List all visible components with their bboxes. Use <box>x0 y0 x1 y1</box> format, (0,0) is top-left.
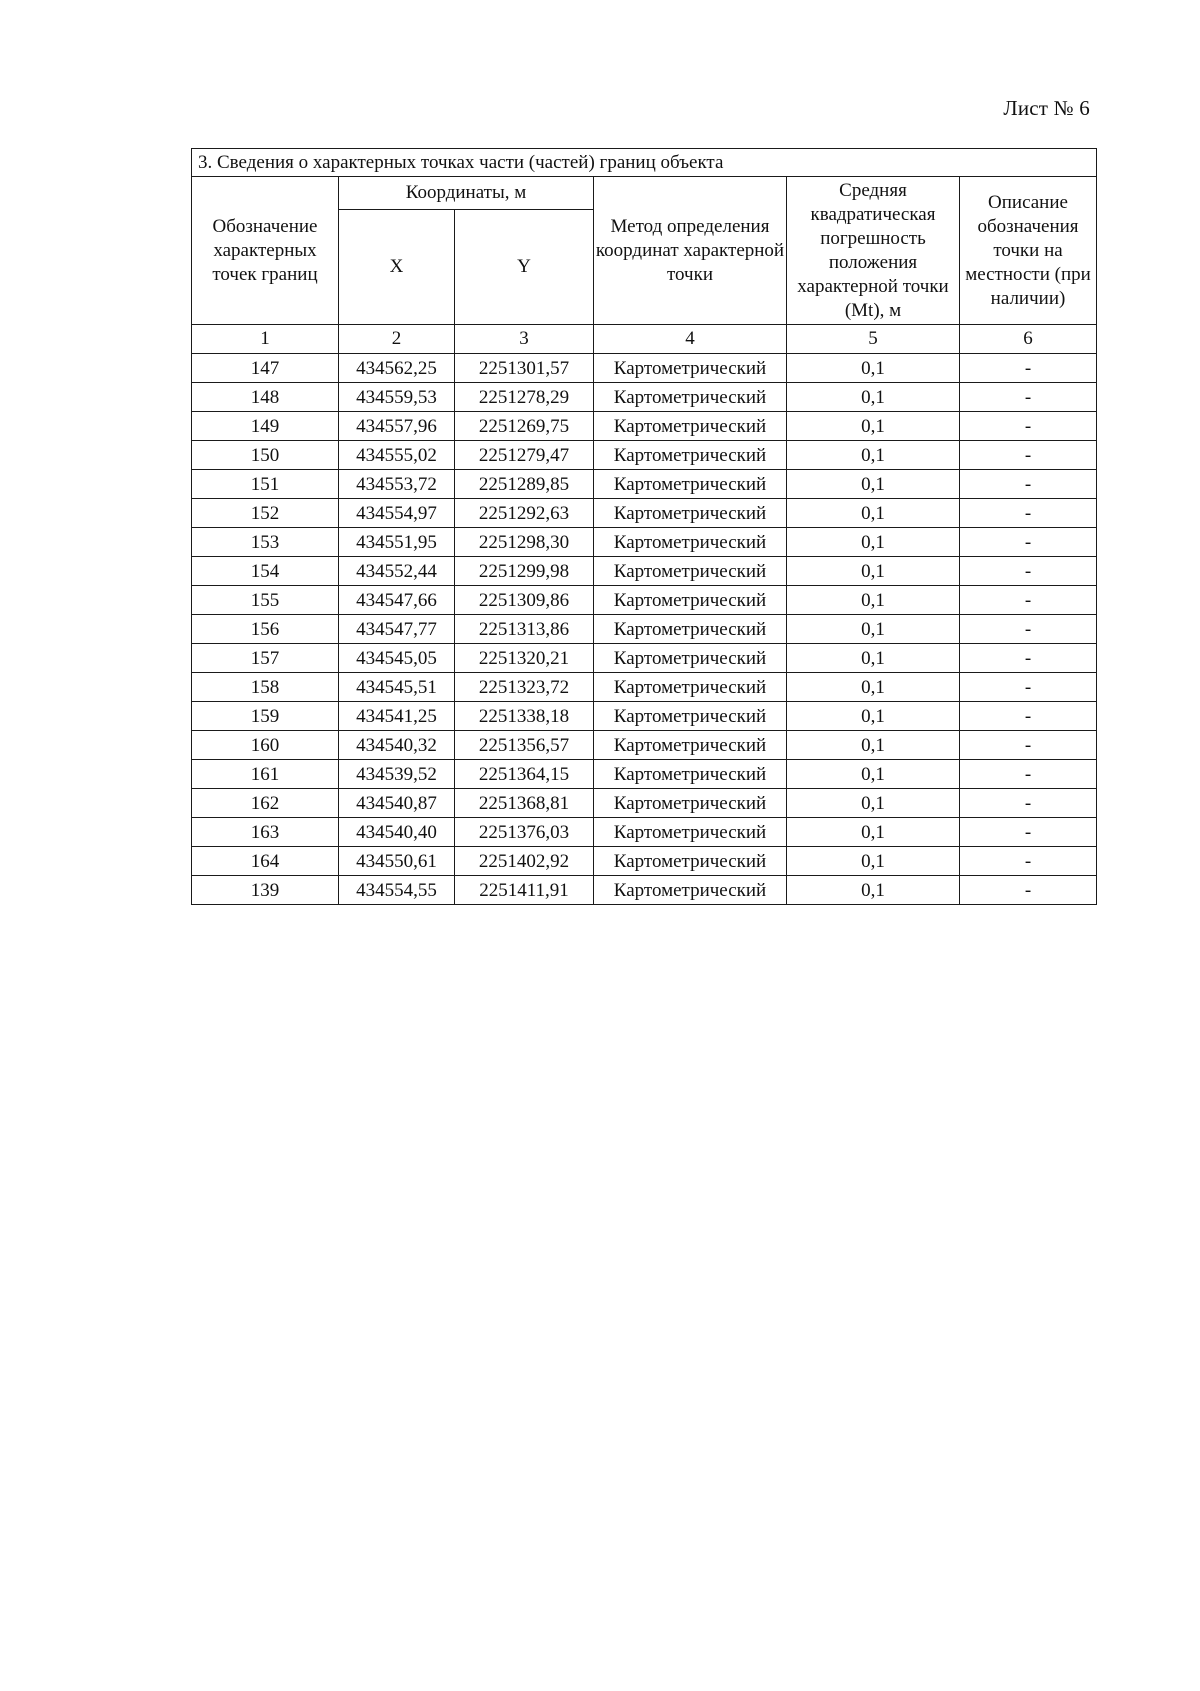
table-row <box>192 499 1097 528</box>
cell-method: Картометрический <box>594 499 787 528</box>
cell-point: 151 <box>192 470 339 499</box>
cell-mean-error: 0,1 <box>787 644 960 673</box>
cell-description: - <box>960 789 1097 818</box>
column-number: 1 <box>192 325 339 354</box>
cell-x: 434545,51 <box>339 673 455 702</box>
cell-method: Картометрический <box>594 441 787 470</box>
cell-x: 434557,96 <box>339 412 455 441</box>
cell-point: 149 <box>192 412 339 441</box>
column-number-row <box>192 325 1097 354</box>
cell-point: 152 <box>192 499 339 528</box>
cell-y: 2251411,91 <box>455 876 594 905</box>
cell-x: 434555,02 <box>339 441 455 470</box>
cell-y: 2251301,57 <box>455 354 594 383</box>
cell-description: - <box>960 644 1097 673</box>
cell-y: 2251320,21 <box>455 644 594 673</box>
cell-point: 162 <box>192 789 339 818</box>
header-description: Описание обозначения точки на местности (при наличии) <box>960 177 1097 325</box>
cell-description: - <box>960 499 1097 528</box>
cell-point: 153 <box>192 528 339 557</box>
cell-mean-error: 0,1 <box>787 615 960 644</box>
cell-point: 158 <box>192 673 339 702</box>
table-row <box>192 673 1097 702</box>
cell-point: 161 <box>192 760 339 789</box>
cell-method: Картометрический <box>594 615 787 644</box>
cell-method: Картометрический <box>594 354 787 383</box>
cell-y: 2251338,18 <box>455 702 594 731</box>
table-row <box>192 354 1097 383</box>
header-method: Метод определения координат характерной точки <box>594 177 787 325</box>
cell-method: Картометрический <box>594 818 787 847</box>
table-row <box>192 702 1097 731</box>
cell-y: 2251289,85 <box>455 470 594 499</box>
cell-description: - <box>960 412 1097 441</box>
cell-method: Картометрический <box>594 470 787 499</box>
cell-method: Картометрический <box>594 673 787 702</box>
table-row <box>192 528 1097 557</box>
cell-x: 434541,25 <box>339 702 455 731</box>
cell-x: 434540,40 <box>339 818 455 847</box>
cell-mean-error: 0,1 <box>787 847 960 876</box>
cell-mean-error: 0,1 <box>787 586 960 615</box>
column-number: 5 <box>787 325 960 354</box>
cell-mean-error: 0,1 <box>787 354 960 383</box>
cell-y: 2251368,81 <box>455 789 594 818</box>
table-caption: 3. Сведения о характерных точках части (частей) границ объекта <box>192 149 1097 177</box>
cell-point: 160 <box>192 731 339 760</box>
table-row <box>192 644 1097 673</box>
cell-x: 434553,72 <box>339 470 455 499</box>
cell-description: - <box>960 557 1097 586</box>
cell-method: Картометрический <box>594 731 787 760</box>
cell-description: - <box>960 615 1097 644</box>
cell-y: 2251364,15 <box>455 760 594 789</box>
table-row <box>192 586 1097 615</box>
cell-y: 2251292,63 <box>455 499 594 528</box>
cell-x: 434540,32 <box>339 731 455 760</box>
cell-x: 434545,05 <box>339 644 455 673</box>
header-point-designation: Обозначение характерных точек границ <box>192 177 339 325</box>
column-number: 2 <box>339 325 455 354</box>
cell-method: Картометрический <box>594 702 787 731</box>
cell-x: 434547,77 <box>339 615 455 644</box>
cell-description: - <box>960 847 1097 876</box>
table-row <box>192 731 1097 760</box>
cell-mean-error: 0,1 <box>787 383 960 412</box>
cell-point: 163 <box>192 818 339 847</box>
column-number: 4 <box>594 325 787 354</box>
cell-mean-error: 0,1 <box>787 557 960 586</box>
cell-mean-error: 0,1 <box>787 528 960 557</box>
cell-y: 2251279,47 <box>455 441 594 470</box>
cell-method: Картометрический <box>594 847 787 876</box>
column-number: 6 <box>960 325 1097 354</box>
cell-y: 2251356,57 <box>455 731 594 760</box>
cell-x: 434550,61 <box>339 847 455 876</box>
cell-point: 159 <box>192 702 339 731</box>
cell-point: 157 <box>192 644 339 673</box>
cell-description: - <box>960 383 1097 412</box>
table-row <box>192 818 1097 847</box>
table-row <box>192 557 1097 586</box>
table-row <box>192 876 1097 905</box>
cell-method: Картометрический <box>594 789 787 818</box>
cell-description: - <box>960 586 1097 615</box>
cell-point: 156 <box>192 615 339 644</box>
cell-mean-error: 0,1 <box>787 412 960 441</box>
table-row <box>192 441 1097 470</box>
cell-x: 434562,25 <box>339 354 455 383</box>
cell-y: 2251299,98 <box>455 557 594 586</box>
table-row <box>192 847 1097 876</box>
cell-y: 2251313,86 <box>455 615 594 644</box>
boundary-points-table <box>191 148 1097 905</box>
cell-mean-error: 0,1 <box>787 441 960 470</box>
cell-x: 434552,44 <box>339 557 455 586</box>
cell-mean-error: 0,1 <box>787 499 960 528</box>
cell-y: 2251376,03 <box>455 818 594 847</box>
cell-description: - <box>960 702 1097 731</box>
table-row <box>192 760 1097 789</box>
cell-point: 155 <box>192 586 339 615</box>
cell-point: 147 <box>192 354 339 383</box>
cell-mean-error: 0,1 <box>787 789 960 818</box>
cell-method: Картометрический <box>594 760 787 789</box>
cell-mean-error: 0,1 <box>787 876 960 905</box>
cell-y: 2251298,30 <box>455 528 594 557</box>
table-caption-row <box>192 149 1097 177</box>
cell-method: Картометрический <box>594 644 787 673</box>
cell-mean-error: 0,1 <box>787 470 960 499</box>
cell-x: 434539,52 <box>339 760 455 789</box>
cell-point: 154 <box>192 557 339 586</box>
cell-method: Картометрический <box>594 557 787 586</box>
cell-point: 150 <box>192 441 339 470</box>
table-row <box>192 789 1097 818</box>
cell-y: 2251323,72 <box>455 673 594 702</box>
cell-x: 434547,66 <box>339 586 455 615</box>
table-row <box>192 412 1097 441</box>
cell-mean-error: 0,1 <box>787 673 960 702</box>
cell-x: 434554,55 <box>339 876 455 905</box>
cell-y: 2251402,92 <box>455 847 594 876</box>
header-x: X <box>339 210 455 325</box>
cell-y: 2251269,75 <box>455 412 594 441</box>
cell-description: - <box>960 876 1097 905</box>
cell-x: 434540,87 <box>339 789 455 818</box>
header-row-1 <box>192 177 1097 210</box>
cell-y: 2251309,86 <box>455 586 594 615</box>
cell-description: - <box>960 760 1097 789</box>
table-row <box>192 615 1097 644</box>
cell-x: 434551,95 <box>339 528 455 557</box>
cell-mean-error: 0,1 <box>787 702 960 731</box>
cell-description: - <box>960 731 1097 760</box>
cell-description: - <box>960 818 1097 847</box>
cell-method: Картометрический <box>594 412 787 441</box>
cell-method: Картометрический <box>594 876 787 905</box>
cell-point: 164 <box>192 847 339 876</box>
cell-description: - <box>960 354 1097 383</box>
column-number: 3 <box>455 325 594 354</box>
table-row <box>192 470 1097 499</box>
header-y: Y <box>455 210 594 325</box>
header-mean-error: Средняя квадратическая погрешность положения характерной точки (Mt), м <box>787 177 960 325</box>
cell-description: - <box>960 673 1097 702</box>
cell-description: - <box>960 470 1097 499</box>
cell-x: 434559,53 <box>339 383 455 412</box>
cell-method: Картометрический <box>594 383 787 412</box>
cell-mean-error: 0,1 <box>787 731 960 760</box>
cell-method: Картометрический <box>594 528 787 557</box>
sheet-number: Лист № 6 <box>1003 96 1090 120</box>
header-coordinates: Координаты, м <box>339 177 594 210</box>
cell-y: 2251278,29 <box>455 383 594 412</box>
cell-method: Картометрический <box>594 586 787 615</box>
cell-point: 148 <box>192 383 339 412</box>
cell-mean-error: 0,1 <box>787 818 960 847</box>
cell-description: - <box>960 441 1097 470</box>
cell-description: - <box>960 528 1097 557</box>
cell-mean-error: 0,1 <box>787 760 960 789</box>
cell-x: 434554,97 <box>339 499 455 528</box>
cell-point: 139 <box>192 876 339 905</box>
table-row <box>192 383 1097 412</box>
